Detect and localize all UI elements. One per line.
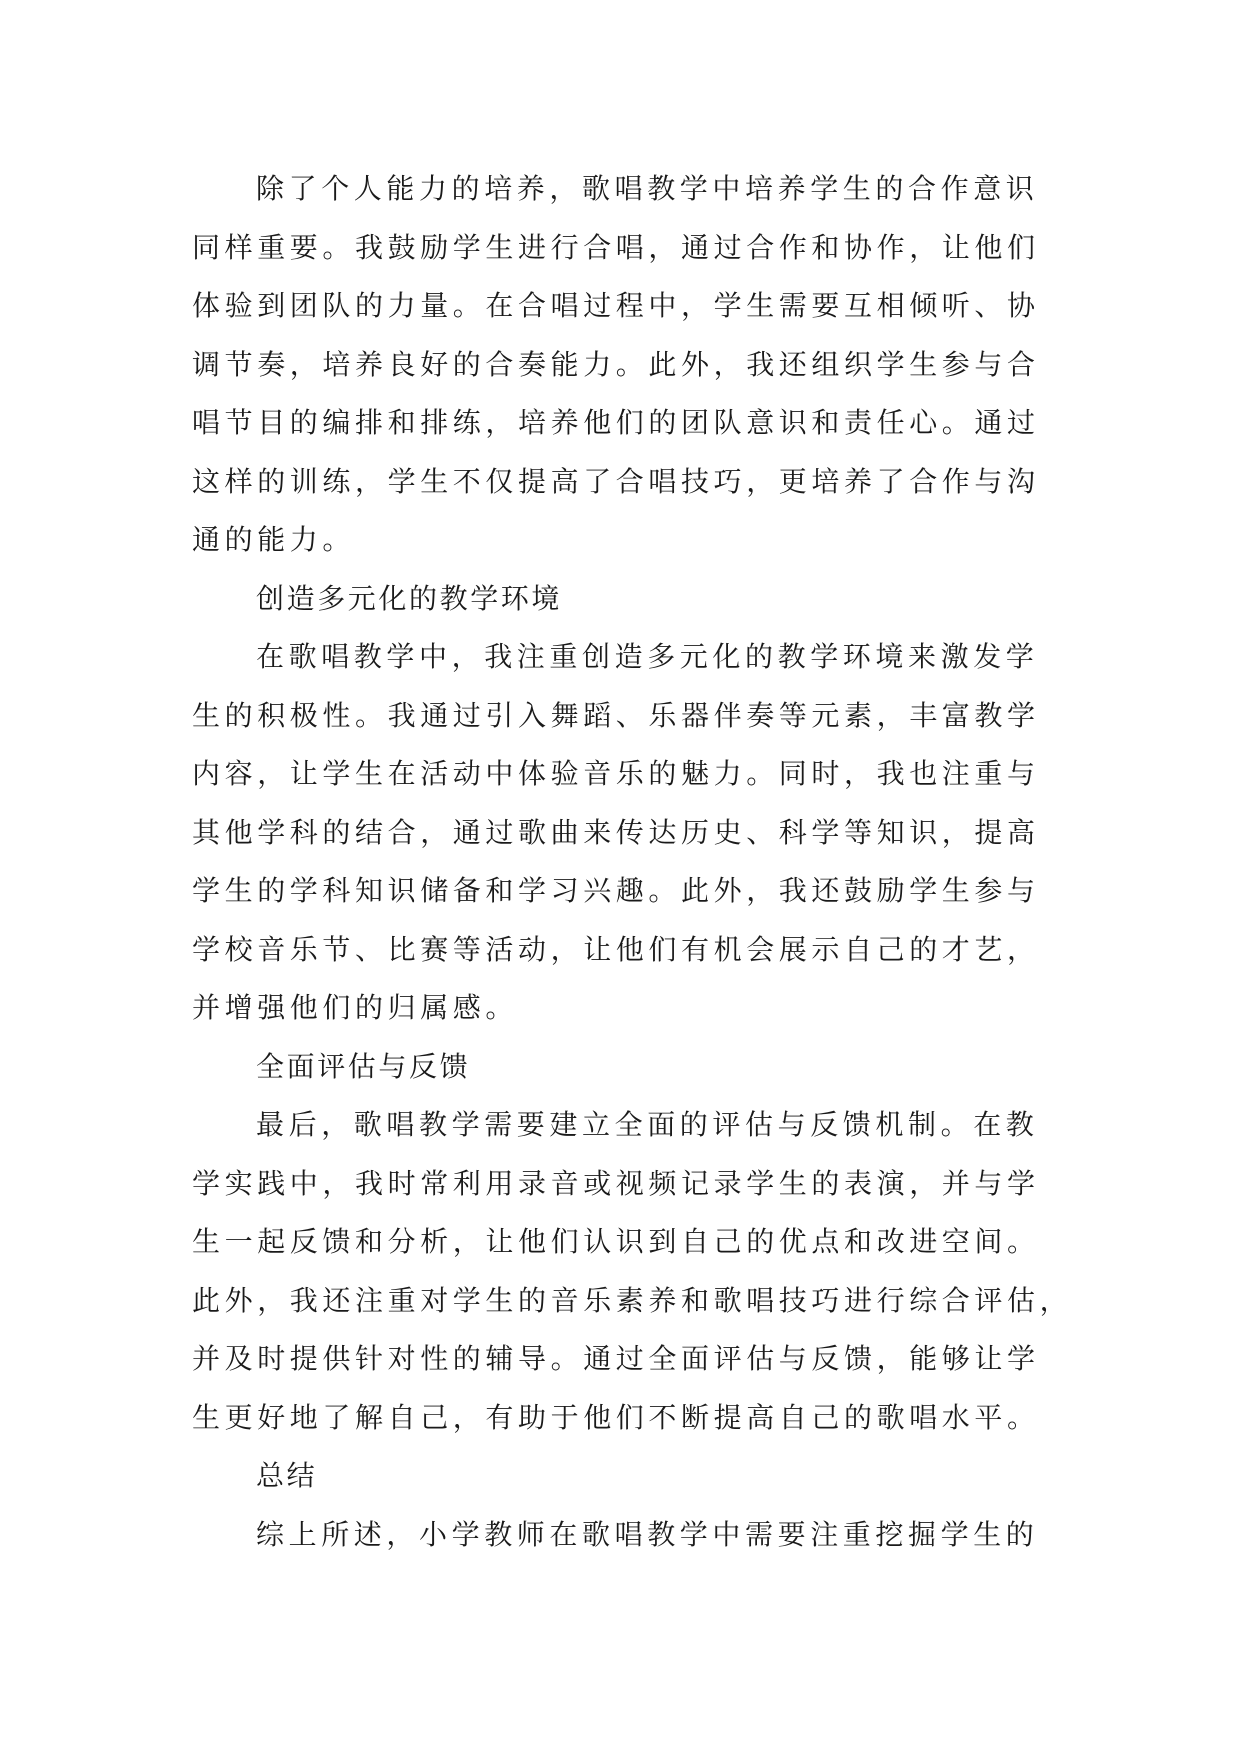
text-line: 学实践中，我时常利用录音或视频记录学生的表演，并与学	[192, 1166, 1040, 1200]
text-line: 最后，歌唱教学需要建立全面的评估与反馈机制。在教	[256, 1108, 1039, 1141]
text-line: 并及时提供针对性的辅导。通过全面评估与反馈，能够让学	[192, 1342, 1040, 1375]
paragraph-evaluation	[192, 1096, 1073, 1447]
text-line: 唱节目的编排和排练，培养他们的团队意识和责任心。通过	[192, 406, 1040, 439]
text-line: 学校音乐节、比赛等活动，让他们有机会展示自己的才艺，	[192, 932, 1040, 966]
text-line: 这样的训练，学生不仅提高了合唱技巧，更培养了合作与沟	[192, 464, 1040, 498]
text-line: 学生的学科知识储备和学习兴趣。此外，我还鼓励学生参与	[192, 874, 1040, 907]
paragraph-environment	[192, 628, 1052, 1038]
text-line: 调节奏，培养良好的合奏能力。此外，我还组织学生参与合	[192, 347, 1040, 381]
section-heading: 全面评估与反馈	[256, 1049, 471, 1083]
text-line: 生的积极性。我通过引入舞蹈、乐器伴奏等元素，丰富教学	[192, 698, 1040, 732]
text-line: 内容，让学生在活动中体验音乐的魅力。同时，我也注重与	[192, 757, 1040, 790]
text-line: 其他学科的结合，通过歌曲来传达历史、科学等知识，提高	[192, 815, 1040, 849]
text-line: 此外，我还注重对学生的音乐素养和歌唱技巧进行综合评估，	[192, 1283, 1073, 1317]
text-line: 在歌唱教学中，我注重创造多元化的教学环境来激发学	[256, 640, 1039, 673]
paragraph-cooperation	[192, 160, 1052, 570]
text-line: 除了个人能力的培养，歌唱教学中培养学生的合作意识	[256, 172, 1039, 205]
document-page	[192, 160, 1073, 1564]
section-heading: 创造多元化的教学环境	[256, 581, 563, 615]
text-line: 通的能力。	[192, 523, 356, 556]
text-line: 生一起反馈和分析，让他们认识到自己的优点和改进空间。	[192, 1225, 1040, 1258]
paragraph-summary	[192, 1506, 1052, 1565]
text-line: 并增强他们的归属感。	[192, 991, 519, 1024]
text-line: 综上所述，小学教师在歌唱教学中需要注重挖掘学生的	[256, 1517, 1039, 1551]
section-heading: 总结	[256, 1459, 318, 1492]
text-line: 同样重要。我鼓励学生进行合唱，通过合作和协作，让他们	[192, 230, 1040, 264]
text-line: 体验到团队的力量。在合唱过程中，学生需要互相倾听、协	[192, 289, 1040, 322]
text-line: 生更好地了解自己，有助于他们不断提高自己的歌唱水平。	[192, 1400, 1040, 1434]
